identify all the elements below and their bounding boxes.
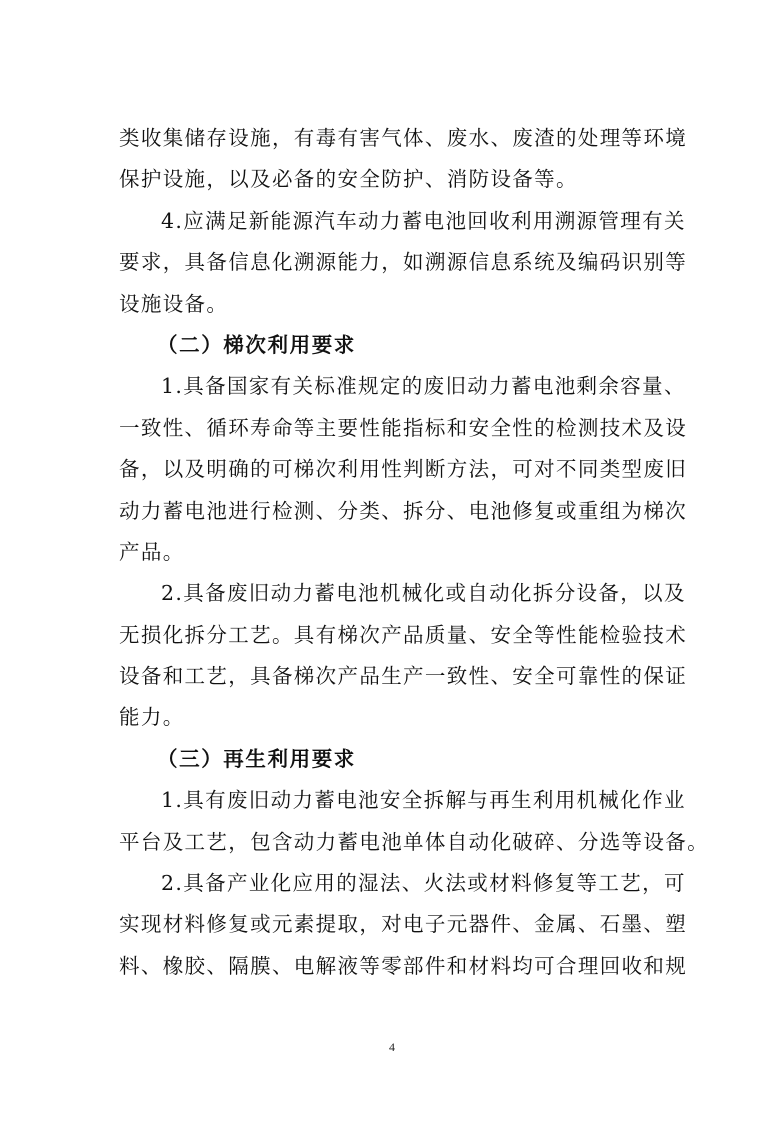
text-line: 一致性、循环寿命等主要性能指标和安全性的检测技术及设	[119, 415, 688, 440]
paragraph-start: 2.具备产业化应用的湿法、火法或材料修复等工艺，可	[161, 871, 686, 896]
paragraph-start: 1.具备国家有关标准规定的废旧动力蓄电池剩余容量、	[161, 374, 686, 399]
text-line: 能力。	[119, 705, 185, 730]
section-heading-cascade-use: （二）梯次利用要求	[157, 332, 356, 357]
document-body	[119, 118, 709, 987]
text-line: 动力蓄电池进行检测、分类、拆分、电池修复或重组为梯次	[119, 498, 688, 523]
text-line: 设施设备。	[119, 291, 229, 316]
text-line: 产品。	[119, 539, 185, 564]
text-line: 类收集储存设施，有毒有害气体、废水、废渣的处理等环境	[119, 126, 688, 150]
text-line: 保护设施，以及必备的安全防护、消防设备等。	[119, 167, 578, 192]
text-line: 要求，具备信息化溯源能力，如溯源信息系统及编码识别等	[119, 250, 688, 275]
paragraph-start: 1.具有废旧动力蓄电池安全拆解与再生利用机械化作业	[161, 788, 686, 813]
page-number: 4	[389, 1040, 395, 1054]
paragraph-start: 2.具备废旧动力蓄电池机械化或自动化拆分设备，以及	[161, 581, 686, 606]
section-heading-recycling: （三）再生利用要求	[157, 746, 356, 771]
text-line: 无损化拆分工艺。具有梯次产品质量、安全等性能检验技术	[119, 622, 688, 647]
text-line: 备，以及明确的可梯次利用性判断方法，可对不同类型废旧	[119, 457, 688, 482]
paragraph-start: 4.应满足新能源汽车动力蓄电池回收利用溯源管理有关	[161, 208, 686, 233]
text-line: 实现材料修复或元素提取，对电子元器件、金属、石墨、塑	[119, 912, 688, 937]
text-line: 料、橡胶、隔膜、电解液等零部件和材料均可合理回收和规	[119, 953, 688, 978]
text-line: 设备和工艺，具备梯次产品生产一致性、安全可靠性的保证	[119, 664, 688, 689]
text-line: 平台及工艺，包含动力蓄电池单体自动化破碎、分选等设备。	[119, 829, 709, 854]
